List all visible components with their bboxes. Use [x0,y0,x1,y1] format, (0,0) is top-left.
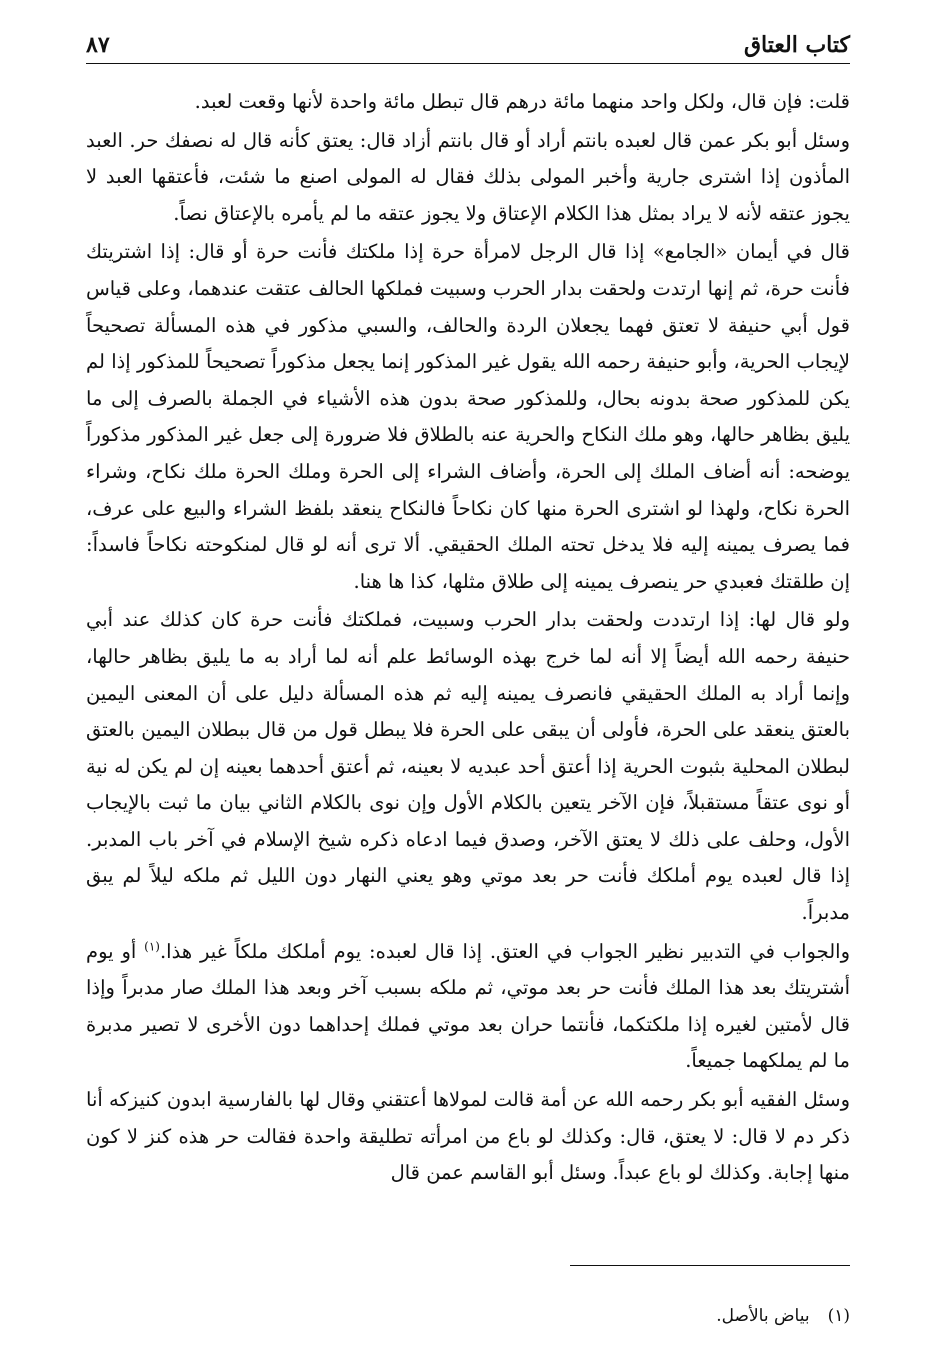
page-header [86,24,850,64]
footnote-number: (١) [827,1306,850,1326]
paragraph-3: قال في أيمان «الجامع» إذا قال الرجل لامرأة حرة إذا ملكتك فأنت حرة أو قال: إذا اشتريتك فأنت حرة، ثم إنها ارتدت ولحقت بدار الحرب وسبيت فملكها الحالف عتقت عندهما، وعلى قياس قول أبي حنيفة لا تعتق فهما يجعلان الردة والحالف، والسبي مذكور في هذه المسألة تصحيحاً لإيجاب الحرية، وأبو حنيفة رحمه الله يقول غير المذكور إنما يجعل مذكوراً تصحيحاً للمذكور إذا لم يكن للمذكور صحة بدونه بحال، وللمذكور صحة بدون هذه الأشياء في الجملة بالصرف إلى ما يليق بظاهر حالها، وهو ملك النكاح والحرية عنه بالطلاق فلا ضرورة إلى جعل غير المذكور مذكوراً يوضحه: أنه أضاف الملك إلى الحرة، وأضاف الشراء إلى الحرة وملك الحرة ملك نكاح، وشراء الحرة نكاح، ولهذا لو اشترى الحرة منها كان نكاحاً فالنكاح ينعقد بلفظ الشراء والبيع على عرف، فما يصرف يمينه إليه فلا يدخل تحته الملك الحقيقي. ألا ترى أنه لو قال لمنكوحته نكاحاً فاسداً: إن طلقتك فعبدي حر ينصرف يمينه إلى طلاق مثلها، كذا ها هنا. [86,240,851,593]
footnote [716,1303,850,1329]
paragraph-5-end: أو يوم أشتريتك بعد هذا الملك فأنت حر بعد موتي، ثم ملكه بسبب آخر وبعد هذا الملك صار مدبراً وإذا قال لأمتين لغيره إذا ملكتكما، فأنتما حران بعد موتي فملك إحداهما دون الأخرى لا تصير مدبرة ما لم يملكهما جميعاً. [86,939,850,1073]
paragraph-1: قلت: فإن قال، ولكل واحد منهما مائة درهم قال تبطل مائة واحدة لأنها وقعت لعبد. [194,90,850,113]
footnote-text: بياض بالأصل. [716,1306,810,1326]
paragraph-5-start: والجواب في التدبير نظير الجواب في العتق. إذا قال لعبده: يوم أملكك ملكاً غير هذا. [159,939,850,963]
main-text [86,84,850,1192]
paragraph-6: وسئل الفقيه أبو بكر رحمه الله عن أمة قالت لمولاها أعتقني وقال لها بالفارسية ابدون كنيزكه أنا ذكر دم لا قال: لا يعتق، قال: وكذلك لو باع من امرأته تطليقة واحدة فقالت حر هذه كنز لا كون منها إجابة. وكذلك لو باع عبداً. وسئل أبو القاسم عمن قال [86,1088,850,1185]
footnote-rule [570,1265,850,1266]
paragraph-2: وسئل أبو بكر عمن قال لعبده بانتم أراد أو قال بانتم أزاد قال: يعتق كأنه قال له نصفك حر. العبد المأذون إذا اشترى جارية وأخبر المولى بذلك فقال له المولى اصنع ما شئت، فأعتقها العبد لا يجوز عتقه لأنه لا يراد بمثل هذا الكلام الإعتاق ولا يجوز عتقه ما لم يأمره بالإعتاق نصاً. [86,128,850,225]
header-rule [86,63,850,64]
footnote-marker: (١) [144,939,160,954]
paragraph-5 [86,934,850,1080]
page-number: ٨٧ [86,32,110,58]
paragraph-4: ولو قال لها: إذا ارتددت ولحقت بدار الحرب وسبيت، فملكتك فأنت حرة كان كذلك عند أبي حنيفة رحمه الله أيضاً إلا أنه لما خرج بهذه الوسائط علم أنه لما أراد به ما يليق بظاهر حالها، وإنما أراد به الملك الحقيقي فانصرف يمينه إليه ثم هذه المسألة دليل على أن المعنى اليمين بالعتق ينعقد على الحرة، فأولى أن يبقى على الحرة فلا يبطل قول من قال ببطلان اليمين بالعتق لبطلان المحلية بثبوت الحرية إذا أعتق أحد عبديه لا بعينه، ثم أعتق أحدهما بعينه إن لم يكن له نية أو نوى عتقاً مستقبلاً، فإن الآخر يتعين بالكلام الأول وإن نوى بالكلام الثاني بيان ما ثبت بالإيجاب الأول، وحلف على ذلك لا يعتق الآخر، وصدق فيما ادعاه ذكره شيخ الإسلام في آخر باب المدبر. إذا قال لعبده يوم أملكك فأنت حر بعد موتي وهو يعني النهار دون الليل ثم ملكه ليلاً لم يبق مدبراً. [86,608,850,925]
running-title: كتاب العتاق [743,32,850,58]
